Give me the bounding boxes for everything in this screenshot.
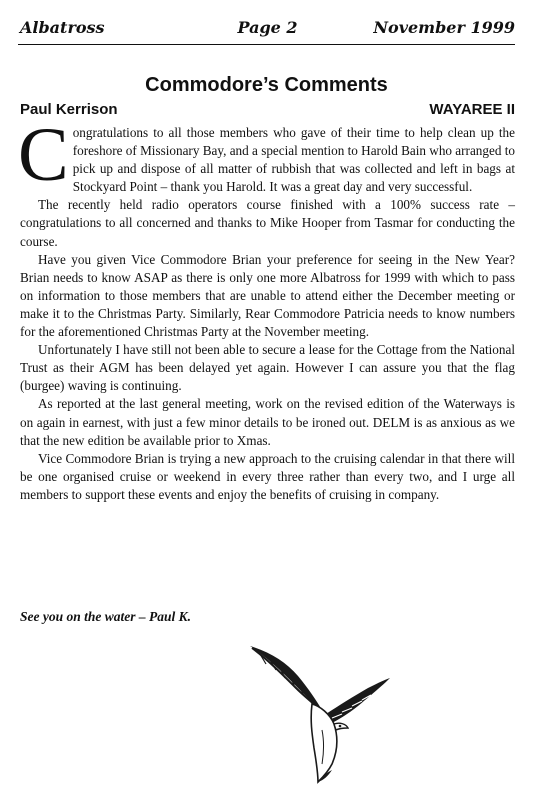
paragraph-4: Unfortunately I have still not been able to secure a lease for the Cottage from the National Trust as their AGM has been delayed yet again. However I can assure you that the flag (burgee) waving is continuing. xyxy=(20,342,515,394)
drop-cap: C xyxy=(18,113,69,197)
paragraph-2: The recently held radio operators course finished with a 100% success rate – congratulations to all concerned and thanks to Mike Hooper from Tasmar for conducting the course. xyxy=(20,197,515,249)
page-header xyxy=(20,18,515,42)
paragraph-1-text: ongratulations to all those members who gave of their time to help clean up the foreshore of Missionary Bay, and a special mention to Harold Bain who arranged to pick up and dispose of all matter of rubbish that was collected and left in bags at Stockyard Point – thank you Harold. It was a great day and very successful. xyxy=(72,125,515,195)
article-title: Commodore’s Comments xyxy=(145,74,388,96)
author-name: Paul Kerrison xyxy=(20,101,118,118)
issue-date: November 1999 xyxy=(373,18,515,37)
boat-name: WAYAREE II xyxy=(429,101,515,118)
paragraph-5: As reported at the last general meeting, work on the revised edition of the Waterways is on again in earnest, with just a few minor details to be ironed out. DELM is as anxious as we that the new edition be available prior to Xmas. xyxy=(20,396,515,448)
albatross-bird-icon xyxy=(242,640,392,785)
article-body xyxy=(18,113,515,504)
header-divider xyxy=(18,44,515,45)
publication-name: Albatross xyxy=(20,18,105,37)
page-number: Page 2 xyxy=(237,18,298,37)
byline xyxy=(20,101,515,121)
paragraph-1 xyxy=(18,113,515,197)
paragraph-6: Vice Commodore Brian is trying a new approach to the cruising calendar in that there will be one organised cruise or weekend in every three rather than every two, and I urge all members to support these events and enjoy the benefits of cruising in company. xyxy=(20,450,515,502)
signoff: See you on the water – Paul K. xyxy=(20,609,192,624)
paragraph-3: Have you given Vice Commodore Brian your preference for seeing in the New Year? Brian needs to know ASAP as there is only one more Albatross for 1999 with which to pass on information to those members that are unable to attend either the December meeting or make it to the Christmas Party. Similarly, Rear Commodore Patricia needs to know numbers for the aforementioned Christmas Party at the November meeting. xyxy=(20,251,515,340)
